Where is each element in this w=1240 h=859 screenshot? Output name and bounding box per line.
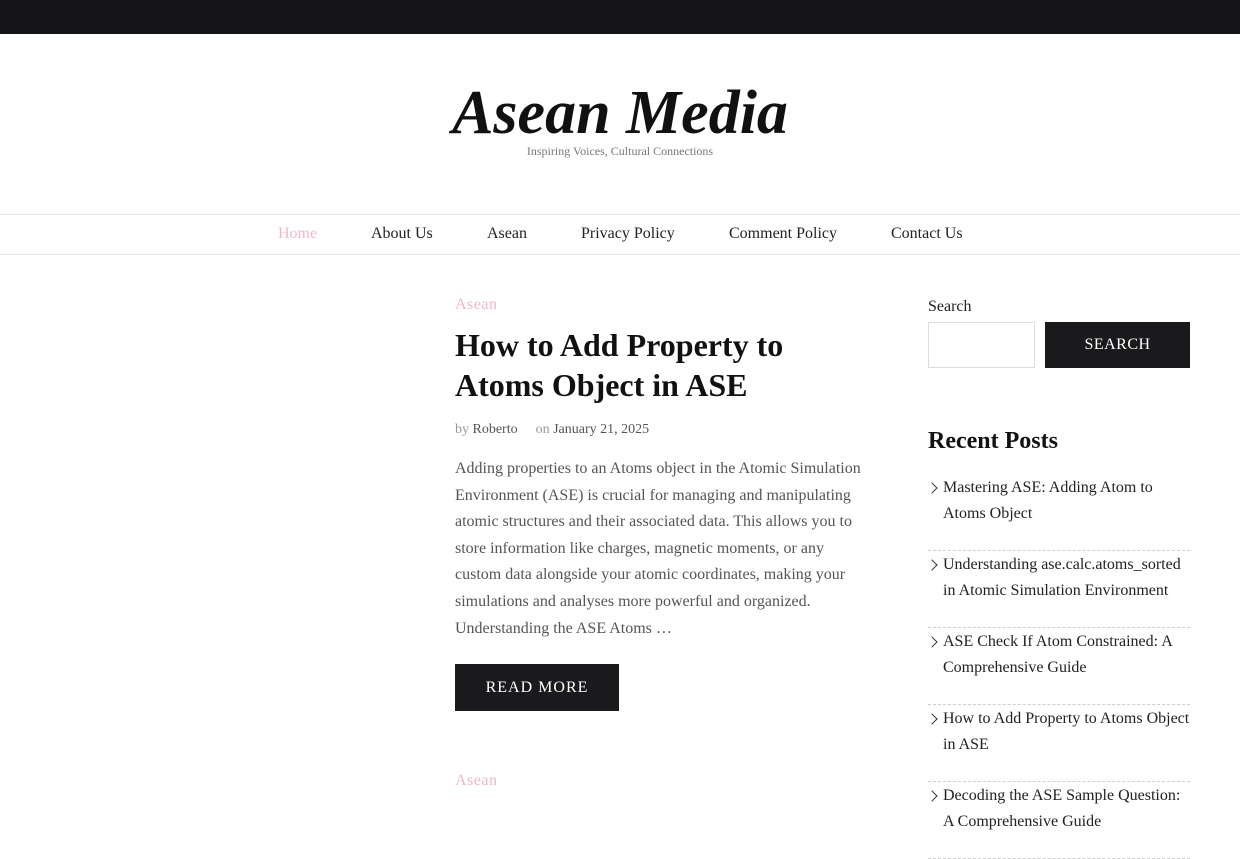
post-category[interactable]: Asean (455, 296, 498, 313)
list-item (928, 705, 1190, 782)
post-date[interactable]: January 21, 2025 (553, 422, 650, 437)
nav-item-comment-policy[interactable]: Comment Policy (729, 225, 837, 242)
recent-post-link[interactable]: Mastering ASE: Adding Atom to Atoms Object (943, 479, 1153, 522)
list-item (928, 551, 1190, 628)
search-button[interactable]: SEARCH (1045, 322, 1190, 368)
by-label: by (455, 422, 469, 437)
chevron-right-icon (926, 559, 937, 570)
on-label: on (535, 422, 550, 437)
recent-post-link[interactable]: Decoding the ASE Sample Question: A Comprehensive Guide (943, 787, 1181, 830)
nav-item-about-us[interactable]: About Us (371, 225, 433, 242)
main-nav (0, 214, 1240, 255)
nav-item-asean[interactable]: Asean (487, 225, 527, 242)
chevron-right-icon (926, 636, 937, 647)
recent-post-link[interactable]: Understanding ase.calc.atoms_sorted in Atomic Simulation Environment (943, 556, 1181, 599)
next-post-category[interactable]: Asean (455, 772, 498, 789)
chevron-right-icon (926, 713, 937, 724)
site-header (0, 34, 1240, 214)
read-more-button[interactable]: READ MORE (455, 664, 619, 711)
search-input[interactable] (928, 322, 1035, 368)
post-excerpt: Adding properties to an Atoms object in the Atomic Simulation Environment (ASE) is crucial for managing and manipulating atomic structures and their associated data. This allows you to store information like charges, magnetic moments, or any custom data alongside your atomic coordinates, making your simulations and analyses more powerful and organized. Understanding the ASE Atoms … (455, 460, 861, 637)
post-title[interactable]: How to Add Property to Atoms Object in ASE (455, 327, 784, 403)
recent-post-link[interactable]: How to Add Property to Atoms Object in ASE (943, 710, 1190, 753)
list-item (928, 628, 1190, 705)
recent-post-link[interactable]: ASE Check If Atom Constrained: A Comprehensive Guide (943, 633, 1172, 676)
recent-posts-title: Recent Posts (928, 428, 1058, 454)
chevron-right-icon (926, 482, 937, 493)
site-title[interactable]: Asean Media (452, 79, 788, 147)
nav-item-contact-us[interactable]: Contact Us (891, 225, 963, 242)
post-author[interactable]: Roberto (472, 422, 518, 437)
recent-posts-list (928, 474, 1190, 859)
nav-item-privacy-policy[interactable]: Privacy Policy (581, 225, 675, 242)
post-meta (455, 421, 649, 439)
top-bar (0, 0, 1240, 34)
nav-item-home[interactable]: Home (278, 225, 318, 242)
list-item (928, 782, 1190, 859)
list-item (928, 474, 1190, 551)
search-label: Search (928, 298, 972, 315)
site-tagline: Inspiring Voices, Cultural Connections (526, 144, 714, 158)
